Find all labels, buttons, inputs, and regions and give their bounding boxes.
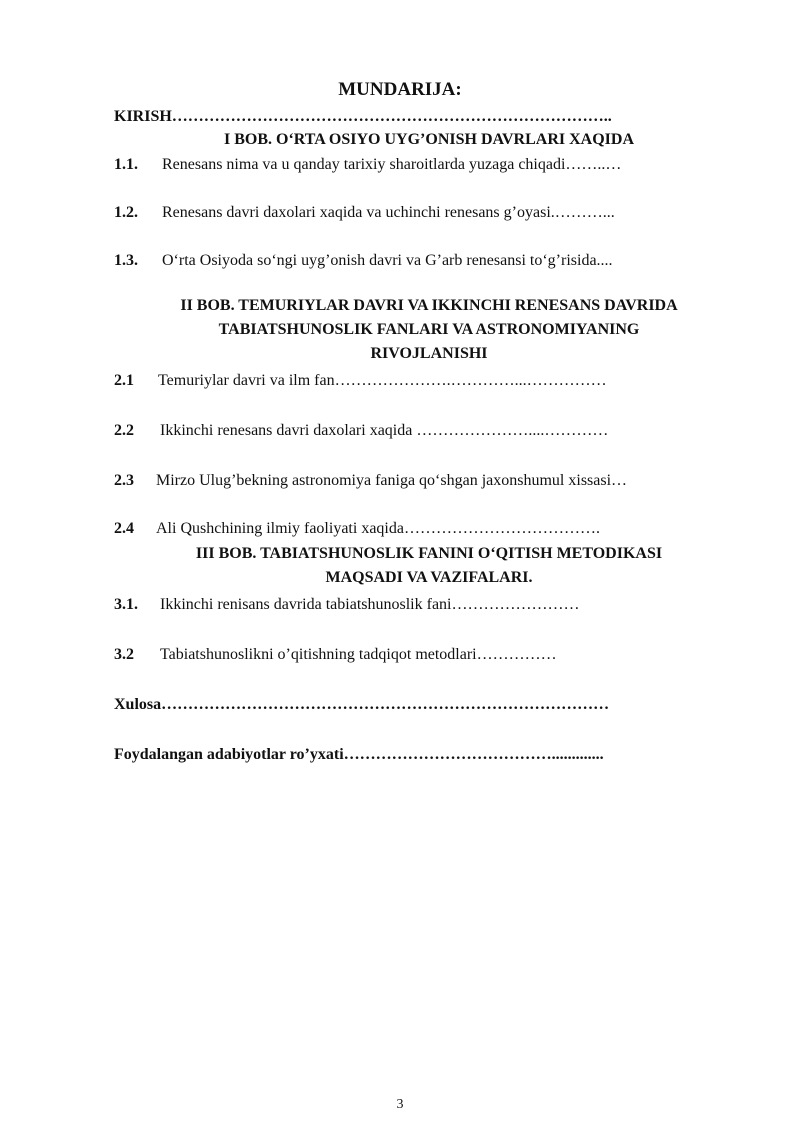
toc-entry-number: 2.1 — [114, 372, 134, 389]
toc-entry-1-1 — [114, 154, 714, 176]
toc-entry-2-2 — [114, 420, 714, 442]
toc-entry-number: 2.3 — [114, 472, 134, 489]
toc-entry-2-1 — [114, 370, 714, 392]
toc-entry-3-1 — [114, 594, 714, 616]
toc-entry-2-4 — [114, 518, 714, 540]
chapter-2-heading-line-1: II BOB. TEMURIYLAR DAVRI VA IKKINCHI RENESANS DAVRIDA — [180, 297, 678, 314]
toc-entry-number: 1.1. — [114, 156, 138, 173]
page-number: 3 — [396, 1097, 404, 1112]
toc-entry-number: 2.4 — [114, 520, 134, 537]
toc-entry-number: 3.2 — [114, 646, 134, 663]
toc-entry-1-2 — [114, 202, 714, 224]
toc-entry-2-3 — [114, 470, 714, 492]
toc-entry-conclusion: Xulosa………………………………………………………………………… — [114, 696, 610, 713]
chapter-2-heading-line-3: RIVOJLANISHI — [370, 345, 488, 362]
chapter-2-heading-line-2: TABIATSHUNOSLIK FANLARI VA ASTRONOMIYANING — [218, 321, 640, 338]
toc-entry-text: Ali Qushchining ilmiy faoliyati xaqida………………………………. — [156, 520, 600, 537]
toc-entry-text: Temuriylar davri va ilm fan………………….…………...…………… — [158, 372, 607, 389]
page-title: MUNDARIJA: — [338, 79, 462, 100]
chapter-1-heading: I BOB. O‘RTA OSIYO UYG’ONISH DAVRLARI XAQIDA — [223, 131, 634, 148]
toc-entry-text: Renesans davri daxolari xaqida va uchinchi renesans g’oyasi.………... — [162, 204, 615, 221]
toc-entry-3-2 — [114, 644, 714, 666]
toc-entry-text: Ikkinchi renisans davrida tabiatshunoslik fani…………………… — [160, 596, 580, 613]
toc-entry-intro: KIRISH……………………………………………………………………….. — [114, 108, 612, 125]
toc-entry-number: 1.3. — [114, 252, 138, 269]
toc-entry-1-3 — [114, 250, 714, 272]
toc-entry-text: Tabiatshunoslikni o’qitishning tadqiqot metodlari…………… — [160, 646, 557, 663]
chapter-3-heading-line-1: III BOB. TABIATSHUNOSLIK FANINI O‘QITISH METODIKASI — [195, 545, 663, 562]
toc-entry-references: Foydalangan adabiyotlar ro’yxati…………………………………............. — [114, 746, 604, 763]
toc-entry-text: O‘rta Osiyoda so‘ngi uyg’onish davri va G’arb renesansi to‘g’risida.... — [162, 252, 613, 269]
toc-entry-number: 2.2 — [114, 422, 134, 439]
chapter-3-heading-line-2: MAQSADI VA VAZIFALARI. — [325, 569, 533, 586]
toc-entry-number: 3.1. — [114, 596, 138, 613]
toc-entry-text: Ikkinchi renesans davri daxolari xaqida …………………....………… — [160, 422, 609, 439]
toc-entry-text: Mirzo Ulug’bekning astronomiya faniga qo‘shgan jaxonshumul xissasi… — [156, 472, 628, 489]
toc-entry-number: 1.2. — [114, 204, 138, 221]
toc-entry-text: Renesans nima va u qanday tarixiy sharoitlarda yuzaga chiqadi……..… — [162, 156, 622, 173]
